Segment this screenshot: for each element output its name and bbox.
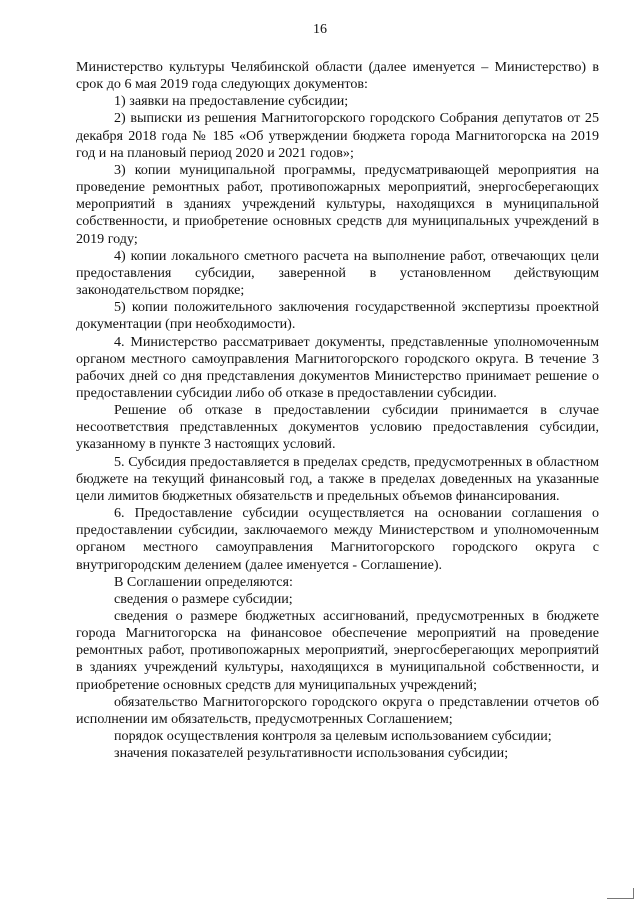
paragraph-point-4: 4. Министерство рассматривает документы, представленные уполномоченным органом местного самоуправления Магнитогорского городского округа. В течение 3 рабочих дней со дня представления документов Министерство принимает решение о предоставлении субсидии либо об отказе в предоставлении субсидии. — [76, 333, 599, 401]
paragraph-budget-allocations: сведения о размере бюджетных ассигнований, предусмотренных в бюджете города Магнитогорска на финансовое обеспечение мероприятий на проведение ремонтных работ, противопожарных мероприятий, энергосберегающих мероприятий в зданиях учреждений культуры, находящихся в муниципальной собственности, и приобретение основных средств для муниципальных учреждений; — [76, 608, 599, 693]
paragraph-subsidy-size: сведения о размере субсидии; — [114, 590, 293, 607]
scan-corner-mark — [607, 888, 634, 899]
document-body — [76, 59, 599, 762]
paragraph-ministry-intro: Министерство культуры Челябинской области (далее именуется – Министерство) в срок до 6 мая 2019 года следующих документов: — [76, 59, 599, 93]
paragraph-performance-indicators: значения показателей результативности использования субсидии; — [114, 745, 509, 762]
paragraph-control-procedure: порядок осуществления контроля за целевым использованием субсидии; — [114, 728, 552, 745]
paragraph-item-4: 4) копии локального сметного расчета на выполнение работ, отвечающих цели предоставления субсидии, заверенной в установленном действующим законодательством порядке; — [76, 247, 599, 299]
page-number: 16 — [313, 22, 327, 37]
paragraph-item-5: 5) копии положительного заключения государственной экспертизы проектной документации (при необходимости). — [76, 299, 599, 333]
paragraph-agreement-defines: В Соглашении определяются: — [114, 573, 293, 590]
paragraph-item-1: 1) заявки на предоставление субсидии; — [114, 93, 349, 110]
paragraph-item-3: 3) копии муниципальной программы, предусматривающей мероприятия на проведение ремонтных работ, противопожарных мероприятий, энергосберегающих мероприятий в зданиях учреждений культуры, находящихся в муниципальной собственности, и приобретение основных средств для муниципальных учреждений в 2019 году; — [76, 161, 599, 247]
paragraph-item-2: 2) выписки из решения Магнитогорского городского Собрания депутатов от 25 декабря 2018 года № 185 «Об утверждении бюджета города Магнитогорска на 2019 год и на плановый период 2020 и 2021 годов»; — [76, 110, 599, 161]
paragraph-point-6: 6. Предоставление субсидии осуществляется на основании соглашения о предоставлении субсидии, заключаемого между Министерством и уполномоченным органом местного самоуправления Магнитогорского городского округа с внутригородским делением (далее именуется - Соглашение). — [76, 505, 599, 573]
paragraph-refusal: Решение об отказе в предоставлении субсидии принимается в случае несоответствия представленных документов условию предоставления субсидии, указанному в пункте 3 настоящих условий. — [76, 402, 599, 453]
paragraph-point-5: 5. Субсидия предоставляется в пределах средств, предусмотренных в областном бюджете на текущий финансовый год, а также в пределах доведенных на указанные цели лимитов бюджетных обязательств и предельных объемов финансирования. — [76, 453, 599, 504]
paragraph-reporting-obligation: обязательство Магнитогорского городского округа о представлении отчетов об исполнении им обязательств, предусмотренных Соглашением; — [76, 693, 599, 727]
